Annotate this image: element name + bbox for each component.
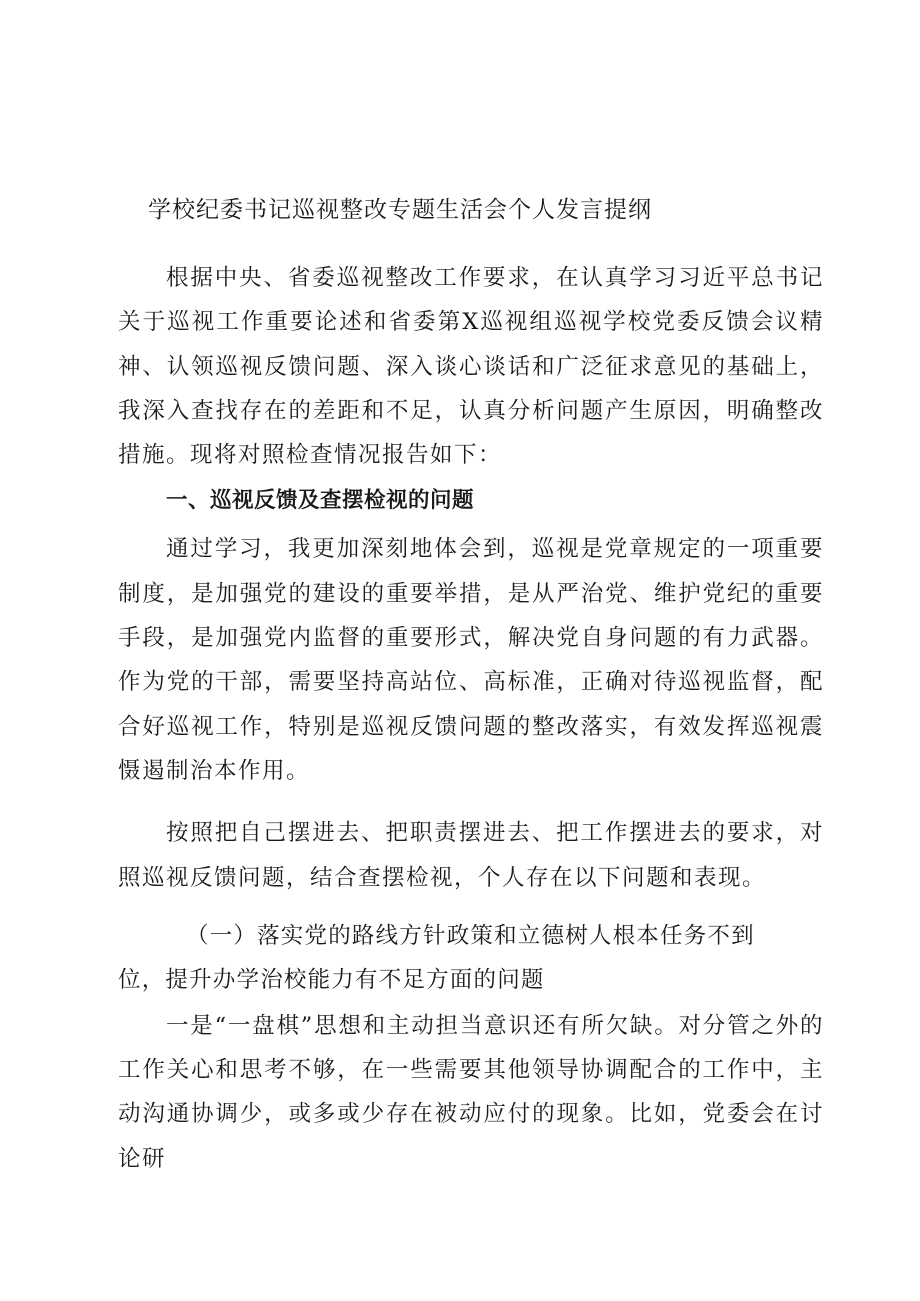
document-body xyxy=(118,190,824,1181)
body-paragraph-1: 通过学习，我更加深刻地体会到，巡视是党章规定的一项重要制度，是加强党的建设的重要举措，是从严治党、维护党纪的重要手段，是加强党内监督的重要形式，解决党自身问题的有力武器。作为党的干部，需要坚持高站位、高标准，正确对待巡视监督，配合好巡视工作，特别是巡视反馈问题的整改落实，有效发挥巡视震慑遏制治本作用。 xyxy=(118,536,824,784)
subsection-heading: （一）落实党的路线方针政策和立德树人根本任务不到位，提升办学治校能力有不足方面的问题 xyxy=(118,922,755,993)
document-title: 学校纪委书记巡视整改专题生活会个人发言提纲 xyxy=(148,197,652,223)
body-paragraph-2: 按照把自己摆进去、把职责摆进去、把工作摆进去的要求，对照巡视反馈问题，结合查摆检视，个人存在以下问题和表现。 xyxy=(118,820,824,891)
intro-paragraph: 根据中央、省委巡视整改工作要求，在认真学习习近平总书记关于巡视工作重要论述和省委第X巡视组巡视学校党委反馈会议精神、认领巡视反馈问题、深入谈心谈话和广泛征求意见的基础上，我深入查找存在的差距和不足，认真分析问题产生原因，明确整改措施。现将对照检查情况报告如下： xyxy=(118,265,824,469)
section-heading: 一、巡视反馈及查摆检视的问题 xyxy=(166,488,475,514)
body-paragraph-3: 一是“一盘棋”思想和主动担当意识还有所欠缺。对分管之外的工作关心和思考不够，在一些需要其他领导协调配合的工作中，主动沟通协调少，或多或少存在被动应付的现象。比如，党委会在讨论研 xyxy=(118,1012,824,1172)
